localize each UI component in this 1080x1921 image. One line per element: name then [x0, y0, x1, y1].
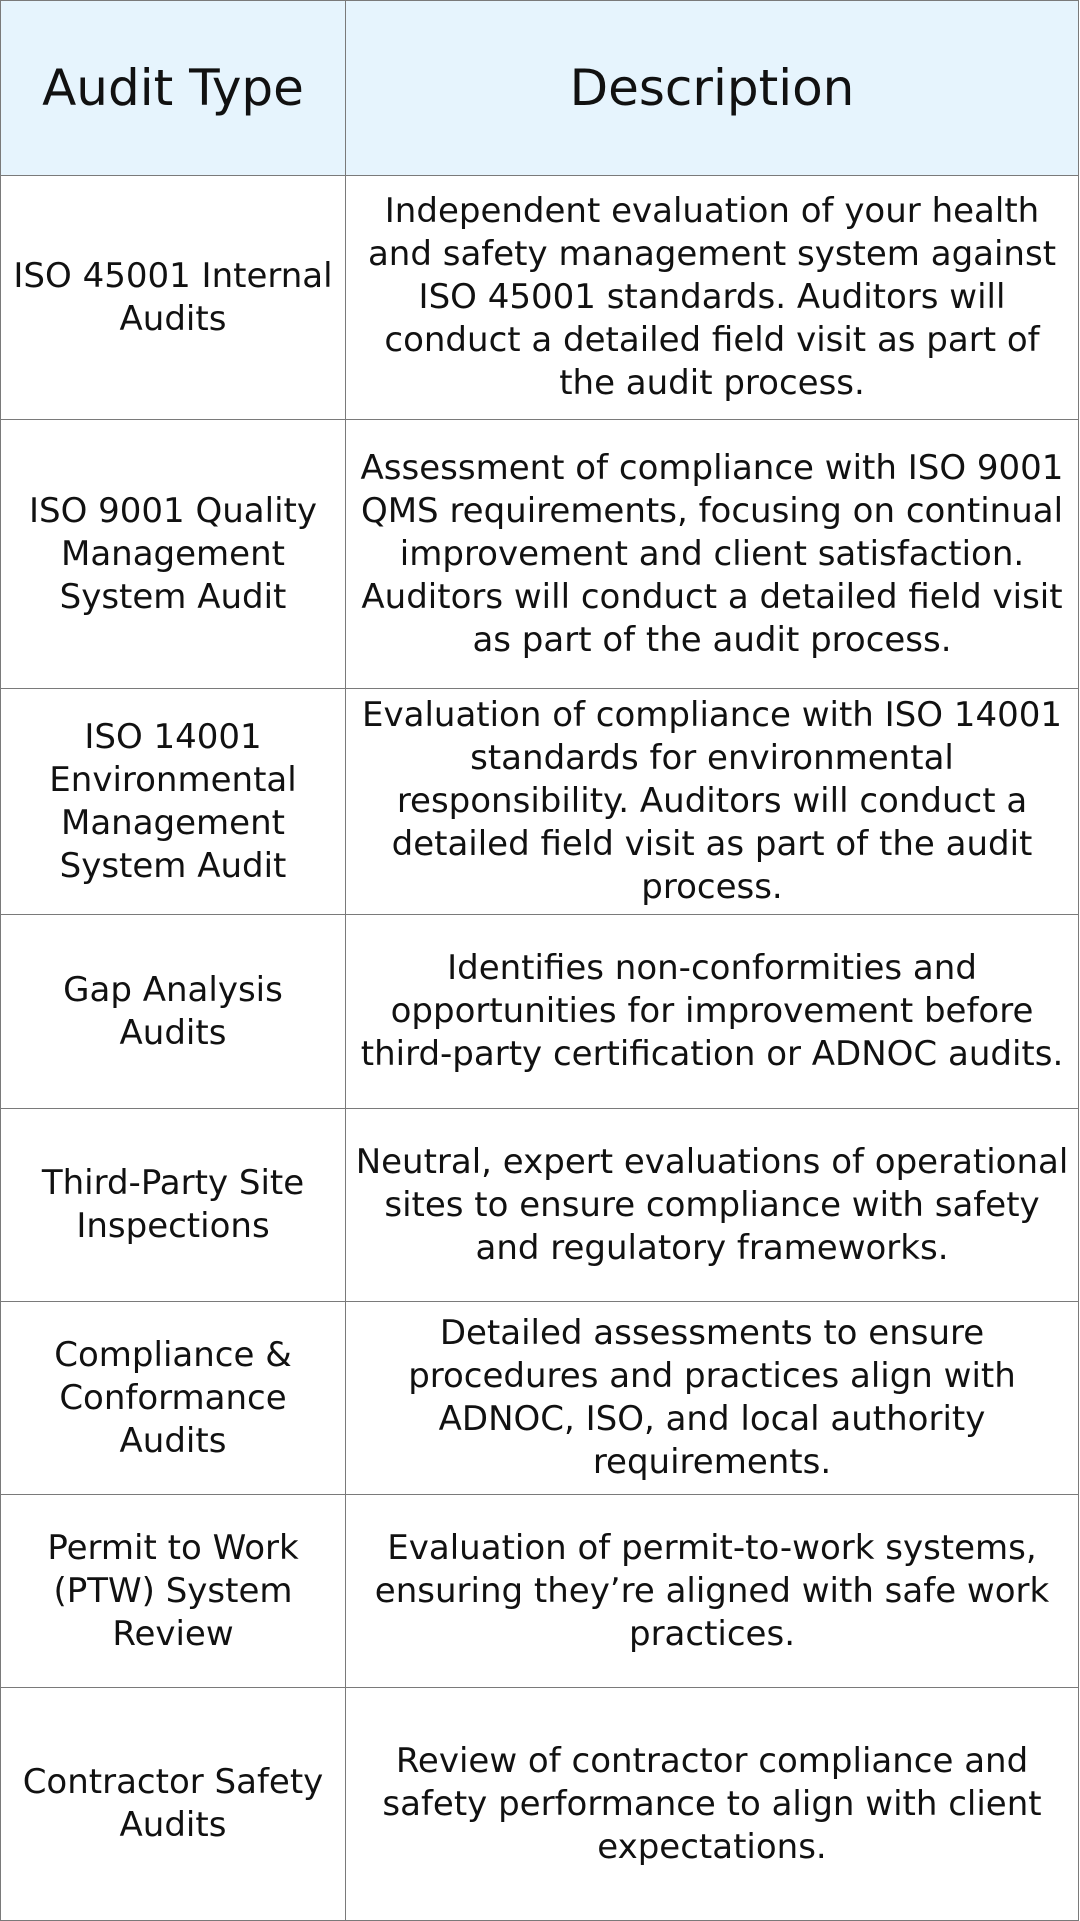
table-row — [1, 689, 1079, 915]
audit-type-cell: ISO 45001 Internal Audits — [1, 176, 346, 420]
description-cell: Detailed assessments to ensure procedures and practices align with ADNOC, ISO, and local authority requirements. — [346, 1302, 1079, 1495]
table-row — [1, 176, 1079, 420]
description-cell: Identifies non-conformities and opportunities for improvement before third-party certification or ADNOC audits. — [346, 915, 1079, 1109]
audit-type-cell: Gap Analysis Audits — [1, 915, 346, 1109]
audit-type-cell: ISO 14001 Environmental Management System Audit — [1, 689, 346, 915]
table-row — [1, 1495, 1079, 1688]
table-header-row — [1, 1, 1079, 176]
header-audit-type: Audit Type — [1, 1, 346, 176]
audit-type-cell: Compliance & Conformance Audits — [1, 1302, 346, 1495]
audit-type-cell: Contractor Safety Audits — [1, 1688, 346, 1921]
description-cell: Evaluation of permit-to-work systems, ensuring they’re aligned with safe work practices. — [346, 1495, 1079, 1688]
description-cell: Evaluation of compliance with ISO 14001 standards for environmental responsibility. Auditors will conduct a detailed field visit as part of the audit process. — [346, 689, 1079, 915]
audit-type-cell: ISO 9001 Quality Management System Audit — [1, 420, 346, 689]
audit-type-cell: Permit to Work (PTW) System Review — [1, 1495, 346, 1688]
table-row — [1, 1302, 1079, 1495]
header-description: Description — [346, 1, 1079, 176]
audit-type-cell: Third-Party Site Inspections — [1, 1109, 346, 1302]
table-row — [1, 1109, 1079, 1302]
description-cell: Neutral, expert evaluations of operational sites to ensure compliance with safety and regulatory frameworks. — [346, 1109, 1079, 1302]
table-row — [1, 420, 1079, 689]
description-cell: Review of contractor compliance and safety performance to align with client expectations. — [346, 1688, 1079, 1921]
table-row — [1, 1688, 1079, 1921]
description-cell: Independent evaluation of your health and safety management system against ISO 45001 standards. Auditors will conduct a detailed field visit as part of the audit process. — [346, 176, 1079, 420]
table-row — [1, 915, 1079, 1109]
description-cell: Assessment of compliance with ISO 9001 QMS requirements, focusing on continual improvement and client satisfaction. Auditors will conduct a detailed field visit as part of the audit process. — [346, 420, 1079, 689]
